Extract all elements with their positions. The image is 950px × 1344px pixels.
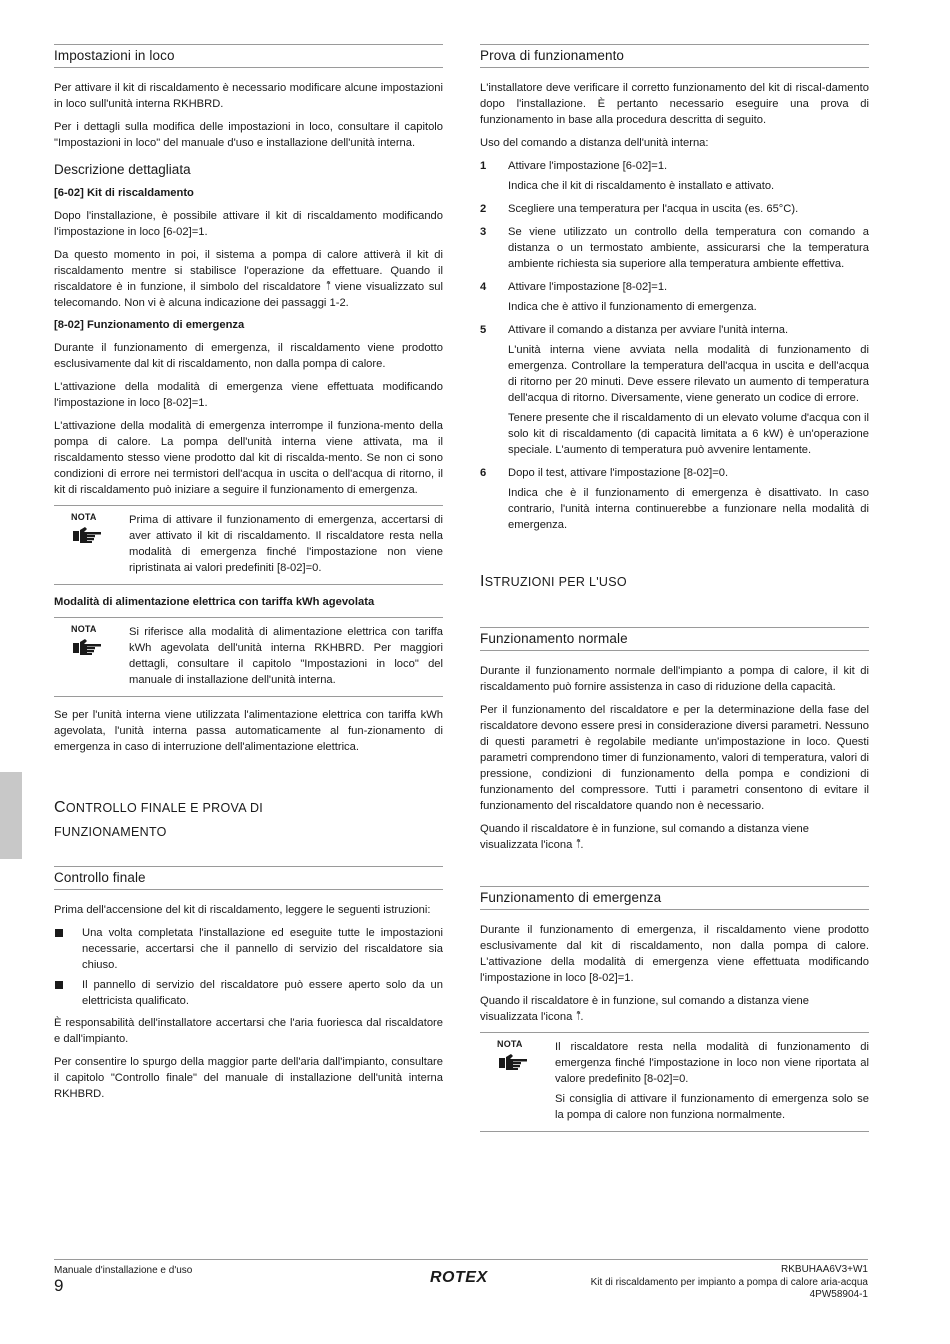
step-text: Dopo il test, attivare l'impostazione [8-02]=0.	[508, 467, 729, 479]
bullet-square-icon	[55, 981, 63, 989]
paragraph: Per il funzionamento del riscaldatore e per la determinazione della fase del riscaldatore devono essere presi in considerazione diversi parametri. Nessuno di questi parametri è regolabile mediante un'impostazione in loco. Questi parametri comprendono timer di funzionamento, valori di temperatura, valori di pressione, condizioni di funzionamento della pompa e condizioni di funzionamento del compressore. Tutti i parametri consentono di evitare il funzionamento del riscaldatore quando non è necessario.	[480, 704, 869, 812]
footer-manual-title: Manuale d'installazione e d'uso	[54, 1265, 193, 1276]
footer-model: RKBUHAA6V3+W1	[781, 1264, 868, 1275]
paragraph	[480, 821, 869, 853]
side-tab	[0, 772, 22, 859]
step-text: Attivare il comando a distanza per avviare l'unità interna.	[508, 324, 789, 336]
paragraph: Durante il funzionamento di emergenza, il riscaldamento viene prodotto esclusivamente dal kit di riscaldamento, non dalla pompa di calore.	[54, 342, 443, 370]
paragraph: Durante il funzionamento di emergenza, il riscaldamento viene prodotto esclusivamente dal kit di riscaldamento, non dalla pompa di calore. L'attivazione della modalità di emergenza viene effettuata modificando l'impostazione in loco [8-02]=1.	[480, 924, 869, 984]
paragraph: Uso del comando a distanza dell'unità interna:	[480, 137, 709, 149]
subsection-title-descrizione: Descrizione dettagliata	[54, 162, 191, 177]
pointing-hand-icon	[71, 637, 105, 657]
note-body	[129, 512, 443, 580]
bullet-square-icon	[55, 929, 63, 937]
note-label: NOTA	[71, 624, 97, 634]
note-box	[54, 617, 443, 697]
list-item-text: Il pannello di servizio del riscaldatore può essere aperto solo da un elettricista qualificato.	[82, 979, 443, 1007]
note-label: NOTA	[71, 512, 97, 522]
step-number: 4	[480, 281, 487, 293]
chapter-title-initial: I	[480, 573, 485, 590]
text-span: viene visualizzato sul telecomando. Non vi è alcuna indicazione dei passaggi 1-2.	[54, 281, 444, 309]
text-span: .	[580, 839, 584, 851]
paragraph: Per consentire lo spurgo della maggior parte dell'aria dall'impianto, consultare il capitolo "Controllo finale" del manuale di installazione dell'unità interna RKHBRD.	[54, 1056, 443, 1100]
pointing-hand-icon	[497, 1052, 531, 1072]
left-column	[54, 44, 443, 1109]
note-text: Prima di attivare il funzionamento di emergenza, accertarsi di aver attivato il kit di riscaldamento. Il riscaldatore resta nella modalità di emergenza finché l'impostazione non viene ripristinata ai valori predefiniti [8-02]=0.	[129, 514, 443, 574]
paragraph: Per attivare il kit di riscaldamento è necessario modificare alcune impostazioni in loco sull'unità interna RKHBRD.	[54, 82, 443, 110]
paragraph: Per i dettagli sulla modifica delle impostazioni in loco, consultare il capitolo "Impostazioni in loco" del manuale d'uso e installazione dell'unità interna.	[54, 121, 443, 149]
step-text: Attivare l'impostazione [8-02]=1.	[508, 281, 668, 293]
text-span: Quando il riscaldatore è in funzione, sul comando a distanza viene visualizzata l'icona	[480, 995, 809, 1023]
step-subtext: L'unità interna viene avviata nella modalità di funzionamento di emergenza. Controllare la temperatura dell'acqua in uscita e dell'acqua di ritorno per 20 minuti. Deve essere rilevato un aumento di temperatura dell'acqua di ritorno. Diversamente, viene generato un codice di errore.	[508, 344, 869, 404]
section-title-controllo-finale: Controllo finale	[54, 866, 443, 890]
list-item	[480, 158, 869, 194]
pointing-hand-icon	[71, 525, 105, 545]
section-title-normale: Funzionamento normale	[480, 627, 869, 651]
paragraph: L'attivazione della modalità di emergenza interrompe il funziona-mento della pompa di calore. La pompa dell'unità interna viene attivata, ma il riscaldamento stesso viene prodotto dal kit di riscalda-mento. Se non ci sono condizioni di errore nei termistori dell'acqua in uscita o dell'acqua di ritorno, il kit di riscaldamento può iniziare a seguire il funzionamento di emergenza.	[54, 420, 443, 496]
note-text: Si consiglia di attivare il funzionamento di emergenza solo se la pompa di calore non funziona normalmente.	[555, 1093, 869, 1121]
chapter-title-text: STRUZIONI PER L'USO	[484, 575, 627, 589]
list-item	[480, 279, 869, 315]
setting-title-tariff: Modalità di alimentazione elettrica con tariffa kWh agevolata	[54, 596, 375, 608]
step-subtext: Indica che è attivo il funzionamento di emergenza.	[508, 301, 757, 313]
step-list	[480, 158, 869, 533]
text-span: .	[580, 1011, 584, 1023]
text-span: Da questo momento in poi, il sistema a pompa di calore attiverà il kit di riscaldamento mentre si stabilisce l'operazione da effettuare. Quando il riscaldatore è in funzione, il simbolo del riscaldatore	[54, 249, 443, 293]
setting-title-8-02: [8-02] Funzionamento di emergenza	[54, 319, 245, 331]
paragraph: Se per l'unità interna viene utilizzata l'alimentazione elettrica con tariffa kWh agevolata, l'unità interna passa automaticamente al fun-zionamento di emergenza in caso di interruzione dell'alimentazione elettrica.	[54, 709, 443, 753]
note-text: Si riferisce alla modalità di alimentazione elettrica con tariffa kWh agevolata dell'unità interna RKHBRD. Per maggiori dettagli, consultare il capitolo "Impostazioni in loco" del manuale di installazione dell'unità interna.	[129, 626, 443, 686]
rotex-logo: ROTEX	[430, 1269, 488, 1286]
chapter-title-istruzioni	[480, 570, 869, 594]
setting-title-6-02: [6-02] Kit di riscaldamento	[54, 187, 194, 199]
list-item	[480, 224, 869, 272]
note-body	[129, 624, 443, 692]
paragraph: È responsabilità dell'installatore accertarsi che l'aria fuoriesca dal riscaldatore e dall'impianto.	[54, 1017, 443, 1045]
heater-icon: ᛏ͌	[575, 1011, 581, 1022]
footer-divider	[54, 1259, 868, 1260]
text-span: Quando il riscaldatore è in funzione, sul comando a distanza viene visualizzata l'icona	[480, 823, 809, 851]
footer-product: Kit di riscaldamento per impianto a pompa di calore aria-acqua	[590, 1276, 868, 1288]
list-item	[54, 925, 443, 973]
footer-code: 4PW58904-1	[809, 1289, 868, 1300]
paragraph: Prima dell'accensione del kit di riscaldamento, leggere le seguenti istruzioni:	[54, 904, 431, 916]
step-text: Se viene utilizzato un controllo della temperatura con comando a distanza o un termostato ambiente, assicurarsi che la temperatura ambiente richiesta sia superiore alla temperatura ambiente effettiva.	[508, 226, 869, 270]
step-text: Attivare l'impostazione [6-02]=1.	[508, 160, 668, 172]
step-number: 3	[480, 226, 487, 238]
step-subtext: Indica che il kit di riscaldamento è installato e attivato.	[508, 180, 775, 192]
list-item	[480, 322, 869, 458]
note-label: NOTA	[497, 1039, 523, 1049]
note-side	[480, 1039, 555, 1127]
section-title-prova: Prova di funzionamento	[480, 44, 869, 68]
chapter-title-text: FUNZIONAMENTO	[54, 825, 167, 839]
heater-icon: ᛏ͌	[575, 839, 581, 850]
heater-icon: ᛏ͌	[325, 281, 331, 292]
paragraph	[480, 993, 869, 1025]
paragraph: Dopo l'installazione, è possibile attivare il kit di riscaldamento modificando l'impostazione in loco [6-02]=1.	[54, 210, 443, 238]
step-number: 6	[480, 467, 487, 479]
paragraph: Durante il funzionamento normale dell'impianto a pompa di calore, il kit di riscaldamento può fornire assistenza in caso di riduzione della capacità.	[480, 665, 869, 693]
step-number: 5	[480, 324, 487, 336]
step-number: 2	[480, 203, 487, 215]
list-item	[480, 201, 869, 217]
step-text: Scegliere una temperatura per l'acqua in uscita (es. 65°C).	[508, 203, 799, 215]
section-title-impostazioni: Impostazioni in loco	[54, 44, 443, 68]
step-subtext: Indica che è il funzionamento di emergenza è disattivato. In caso contrario, l'unità interna continuerebbe a funzionare nella modalità di emergenza.	[508, 487, 869, 531]
step-number: 1	[480, 160, 487, 172]
note-side	[54, 512, 129, 580]
list-item	[480, 465, 869, 533]
note-text: Il riscaldatore resta nella modalità di funzionamento di emergenza finché l'impostazione in loco non viene riportata al valore predefinito [8-02]=0.	[555, 1041, 869, 1085]
note-side	[54, 624, 129, 692]
chapter-title-controllo-prova	[54, 796, 443, 844]
page-number: 9	[54, 1276, 64, 1295]
right-column	[480, 44, 869, 1142]
chapter-title-initial: C	[54, 799, 66, 816]
paragraph: L'attivazione della modalità di emergenza viene effettuata modificando l'impostazione in loco [8-02]=1.	[54, 381, 443, 409]
list-item	[54, 977, 443, 1009]
footer-product-info	[591, 1264, 868, 1302]
bullet-list	[54, 925, 443, 1009]
paragraph: L'installatore deve verificare il corretto funzionamento del kit di riscal-damento dopo l'installazione. È pertanto necessario eseguire una prova di funzionamento in base alla procedura descritta di seguito.	[480, 82, 869, 126]
note-body	[555, 1039, 869, 1127]
note-box	[54, 505, 443, 585]
chapter-title-text: ONTROLLO FINALE E PROVA DI	[65, 801, 264, 815]
step-subtext: Tenere presente che il riscaldamento di un elevato volume d'acqua con il solo kit di riscaldamento (di capacità limitata a 6 kW) è un'operazione speciale. L'aumento di temperatura può avvenire lentamente.	[508, 412, 869, 456]
section-title-emergenza: Funzionamento di emergenza	[480, 886, 869, 910]
list-item-text: Una volta completata l'installazione ed eseguite tutte le impostazioni necessarie, accertarsi che il pannello di servizio del riscaldatore sia chiuso.	[82, 927, 443, 971]
paragraph	[54, 247, 443, 311]
note-box	[480, 1032, 869, 1132]
